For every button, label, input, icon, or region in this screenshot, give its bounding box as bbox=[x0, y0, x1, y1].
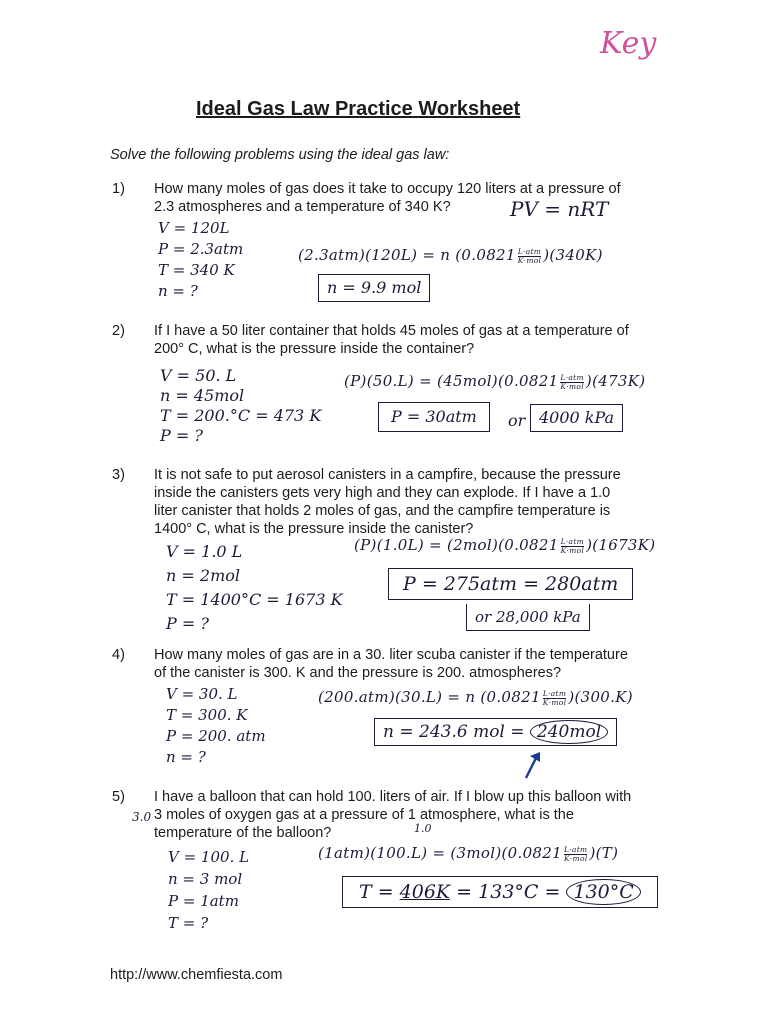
given-item: T = 1400°C = 1673 K bbox=[166, 590, 343, 609]
problem-line: 3 moles of oxygen gas at a pressure of 1 atmosphere, what is the bbox=[154, 807, 574, 823]
equation-5 bbox=[318, 842, 618, 864]
answer-celsius: = 133°C = bbox=[450, 881, 567, 903]
unit-fraction bbox=[518, 248, 542, 265]
given-item: V = 120L bbox=[158, 219, 230, 237]
equation-1 bbox=[298, 244, 603, 266]
answer-box-1: n = 9.9 mol bbox=[318, 274, 430, 302]
equation-right: )(473K) bbox=[585, 372, 646, 390]
problem-line: liter canister that holds 2 moles of gas, and the campfire temperature is bbox=[154, 503, 611, 519]
unit-top: L·atm bbox=[517, 246, 542, 256]
equation-left: (1atm)(100.L) = (3mol)(0.0821 bbox=[318, 844, 562, 862]
given-item: P = 2.3atm bbox=[158, 240, 244, 258]
footer-url: http://www.chemfiesta.com bbox=[110, 967, 283, 983]
problem-2 bbox=[112, 322, 674, 358]
given-item: V = 30. L bbox=[166, 685, 238, 703]
problem-line: How many moles of gas are in a 30. liter scuba canister if the temperature bbox=[154, 647, 628, 663]
equation-2 bbox=[344, 370, 645, 392]
unit-fraction bbox=[561, 538, 585, 555]
problem-number: 1) bbox=[112, 181, 125, 197]
problem-line: inside the canisters gets very high and they can explode. If I have a 1.0 bbox=[154, 485, 611, 501]
problem-line: 200° C, what is the pressure inside the container? bbox=[154, 341, 475, 357]
given-item: T = 200.°C = 473 K bbox=[160, 406, 322, 425]
circled-answer: 130°C bbox=[566, 879, 640, 905]
problem-3 bbox=[112, 466, 674, 538]
margin-note: 3.0 bbox=[132, 810, 152, 824]
equation-3 bbox=[354, 534, 655, 556]
given-item: V = 1.0 L bbox=[166, 542, 243, 561]
unit-top: L·atm bbox=[560, 372, 584, 382]
unit-fraction bbox=[560, 374, 584, 391]
answer-box-4 bbox=[374, 718, 617, 746]
answer-value: n = 243.6 mol = bbox=[383, 722, 525, 742]
problem-line: I have a balloon that can hold 100. liters of air. If I blow up this balloon with bbox=[154, 789, 632, 805]
given-item: n = ? bbox=[158, 282, 198, 300]
problem-5 bbox=[112, 788, 714, 842]
given-item: T = 300. K bbox=[166, 706, 248, 724]
problem-number: 3) bbox=[112, 467, 125, 483]
problem-line: of the canister is 300. K and the pressure is 200. atmospheres? bbox=[154, 665, 562, 681]
givens-3 bbox=[166, 540, 343, 636]
arrow-icon bbox=[520, 748, 550, 782]
equation-left: (P)(1.0L) = (2mol)(0.0821 bbox=[354, 536, 559, 554]
unit-bottom: K·mol bbox=[560, 381, 584, 391]
unit-fraction bbox=[543, 690, 567, 707]
answer-kelvin: 406K bbox=[399, 881, 451, 903]
given-item: T = 340 K bbox=[158, 261, 235, 279]
problem-number: 4) bbox=[112, 647, 125, 663]
unit-fraction bbox=[564, 846, 588, 863]
page-title: Ideal Gas Law Practice Worksheet bbox=[196, 98, 521, 120]
answer-label: T = bbox=[359, 881, 400, 903]
unit-bottom: K·mol bbox=[560, 545, 585, 555]
problem-line: How many moles of gas does it take to occupy 120 liters at a pressure of bbox=[154, 181, 621, 197]
givens-4 bbox=[166, 684, 266, 768]
givens-5 bbox=[168, 846, 249, 934]
above-note: 1.0 bbox=[414, 822, 432, 835]
problem-number: 2) bbox=[112, 323, 125, 339]
given-item: n = 45mol bbox=[160, 386, 245, 405]
instructions: Solve the following problems using the ideal gas law: bbox=[110, 147, 450, 163]
answer-alt-box-3: or 28,000 kPa bbox=[466, 604, 590, 631]
unit-bottom: K·mol bbox=[563, 853, 588, 863]
givens-2 bbox=[160, 366, 321, 446]
problem-line: temperature of the balloon? bbox=[154, 825, 332, 841]
answer-box-3: P = 275atm = 280atm bbox=[388, 568, 633, 600]
given-item: n = ? bbox=[166, 748, 206, 766]
problem-text bbox=[154, 322, 674, 358]
answer-box-2: P = 30atm bbox=[378, 402, 490, 432]
given-item: V = 50. L bbox=[160, 366, 237, 385]
problem-number: 5) bbox=[112, 789, 125, 805]
problem-text bbox=[154, 788, 714, 842]
given-item: P = 1atm bbox=[168, 892, 239, 910]
given-item: n = 3 mol bbox=[168, 870, 243, 888]
unit-bottom: K·mol bbox=[517, 255, 542, 265]
givens-1 bbox=[158, 218, 243, 302]
formula: PV = nRT bbox=[510, 197, 609, 221]
equation-left: (2.3atm)(120L) = n (0.0821 bbox=[298, 246, 516, 264]
given-item: P = ? bbox=[160, 426, 203, 445]
unit-bottom: K·mol bbox=[542, 697, 567, 707]
equation-left: (200.atm)(30.L) = n (0.0821 bbox=[318, 688, 541, 706]
given-item: V = 100. L bbox=[168, 848, 250, 866]
answer-box-5 bbox=[342, 876, 658, 908]
problem-text bbox=[154, 466, 674, 538]
given-item: P = ? bbox=[166, 614, 209, 633]
given-item: n = 2mol bbox=[166, 566, 240, 585]
answer-alt-box-2: 4000 kPa bbox=[530, 404, 623, 432]
equation-4 bbox=[318, 686, 633, 708]
given-item: P = 200. atm bbox=[166, 727, 266, 745]
equation-right: )(T) bbox=[589, 844, 619, 862]
or-label: or bbox=[508, 411, 526, 430]
unit-top: L·atm bbox=[542, 688, 567, 698]
problem-line: 1400° C, what is the pressure inside the canister? bbox=[154, 521, 474, 537]
problem-line: If I have a 50 liter container that holds 45 moles of gas at a temperature of bbox=[154, 323, 629, 339]
key-label: Key bbox=[600, 26, 657, 61]
given-item: T = ? bbox=[168, 914, 209, 932]
equation-left: (P)(50.L) = (45mol)(0.0821 bbox=[344, 372, 559, 390]
unit-top: L·atm bbox=[560, 536, 585, 546]
problem-4 bbox=[112, 646, 674, 682]
problem-line: 2.3 atmospheres and a temperature of 340 K? bbox=[154, 199, 451, 215]
unit-top: L·atm bbox=[563, 844, 588, 854]
problem-text bbox=[154, 646, 674, 682]
circled-answer: 240mol bbox=[530, 720, 608, 744]
problem-line: It is not safe to put aerosol canisters in a campfire, because the pressure bbox=[154, 467, 621, 483]
equation-right: )(340K) bbox=[543, 246, 603, 264]
equation-right: )(300.K) bbox=[568, 688, 633, 706]
equation-right: )(1673K) bbox=[586, 536, 656, 554]
